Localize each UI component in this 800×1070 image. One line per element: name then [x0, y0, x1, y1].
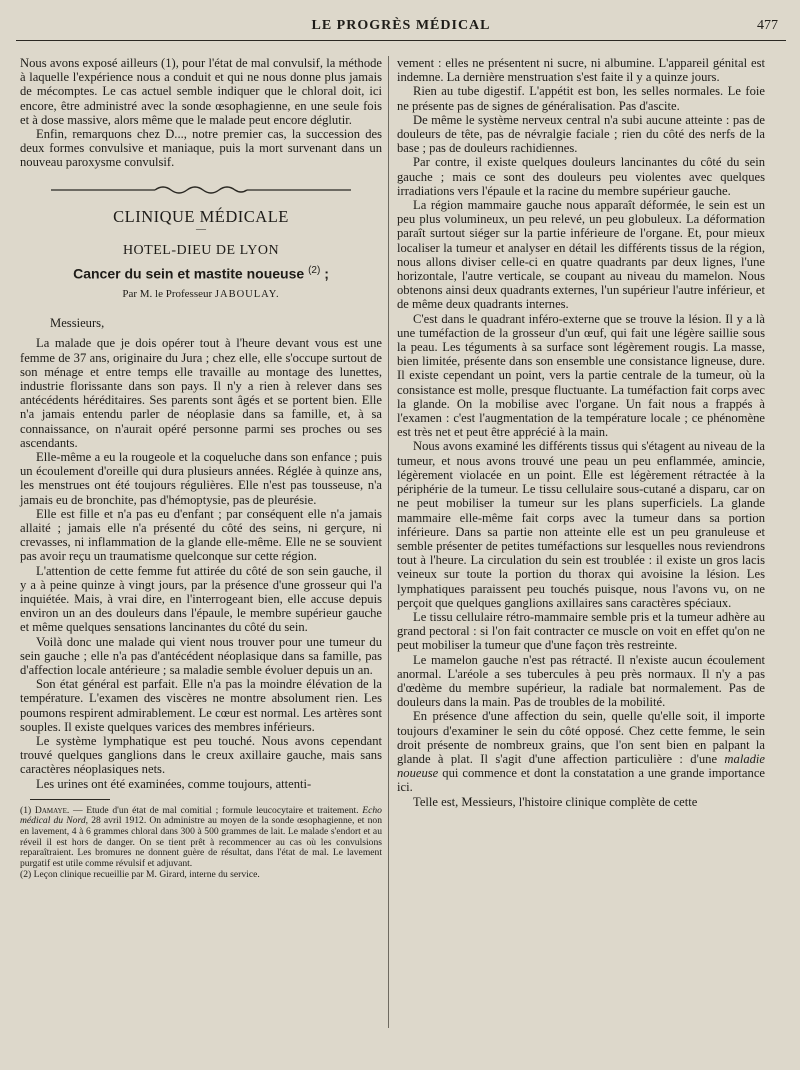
article-title-suffix: ;: [324, 265, 329, 282]
footnote-text: 28 avril 1912. On administre au moyen de la sonde œsophagienne, et non en lavement, 4 à 6 grammes chloral dans 300 à 500 grammes de lait. Le malade s'endort et au réveil il est hors de danger. On se tient prêt à recommencer au cas où les convulsions reparaîtraient. Les bromures ne donnent guère de résultat, dans l'état de mal. Le lavement purgatif est utile comme révulsif et adjuvant.: [20, 815, 383, 869]
body-paragraph: Les urines ont été examinées, comme toujours, attenti-: [36, 776, 312, 791]
running-header: [16, 14, 786, 41]
body-paragraph: Le mamelon gauche n'est pas rétracté. Il n'existe aucun écoulement anormal. L'aréole a ses tubercules à peu près normaux. Il n'y a pas d'œdème du membre supérieur, la radiale bat normalement. Pas de douleurs dans la main. Pas de troubles de la mobilité.: [397, 652, 765, 710]
body-paragraph: Elle-même a eu la rougeole et la coqueluche dans son enfance ; puis un écoulement d'oreille qui dura plusieurs années. Réglée à quinze ans, les menstrues ont été toujours régulières. Elle n'est pas tousseuse, n'a jamais eu de bronchite, pas d'hémoptysie, pas de pleurésie.: [20, 449, 382, 507]
intro-paragraph: Enfin, remarquons chez D..., notre premier cas, la succession des deux formes convulsive et maniaque, puis la mort survenant dans un nouveau paroxysme convulsif.: [20, 127, 382, 170]
body-paragraph: [397, 709, 765, 794]
footnote-marker: (2): [20, 869, 32, 881]
left-column: [20, 56, 382, 1028]
title-dash: —: [196, 223, 206, 235]
emphasized-term: maladie noueuse: [397, 751, 765, 781]
byline-author: JABOULAY.: [214, 288, 280, 300]
body-paragraph: C'est dans le quadrant inféro-externe que se trouve la lésion. Il y a là une tuméfaction de la grosseur d'un œuf, qui fait une légère saillie sous la peau. Les téguments à sa surface sont légèrement rougis. La masse, bien limitée, présente dans son ensemble une consistance ligneuse, dure. Il existe cependant un point, vers la partie centrale de la tumeur, où la consistance est molle, presque fluctuante. La tuméfaction fait corps avec la glande. On la mobilise avec l'organe. Un fait nous a frappés à l'examen : c'est l'augmentation de la température locale ; ce phénomène est très net et peut être apprécié à la main.: [397, 311, 765, 440]
footnote-ref: (2): [308, 265, 321, 277]
ornamental-separator: [20, 180, 382, 204]
page-number: 477: [757, 18, 778, 33]
intro-paragraph: Nous avons exposé ailleurs (1), pour l'état de mal convulsif, la méthode à laquelle l'expérience nous a conduit et qui ne nous donne plus jamais de mécomptes. Le cas actuel semble indiquer que le chloral doit, ici encore, être administré avec la sonde œsophagienne, en une seule fois et à dose massive, alors même que le malade peut encore déglutir.: [20, 56, 382, 127]
footnote-text: Leçon clinique recueillie par M. Girard, interne du service.: [33, 869, 260, 881]
body-paragraph: Par contre, il existe quelques douleurs lancinantes du côté du sein gauche ; mais ce sont des douleurs peu violentes avec quelques irradiations vers l'épaule et la racine du membre supérieur gauche.: [397, 155, 765, 198]
footnote-text: — Etude d'un état de mal comitial ; formule leucocytaire et traitement.: [72, 804, 359, 816]
footnote-marker: (1): [20, 804, 32, 816]
footnote-author: Damaye.: [34, 804, 70, 816]
paragraph-text: qui commence et dont la constatation a une grande importance ici.: [397, 766, 765, 795]
body-paragraph: La malade que je dois opérer tout à l'heure devant vous est une femme de 37 ans, originaire du Jura ; chez elle, elle s'occupe surtout de son ménage et entre temps elle travaille au montage des lunettes, industrie florissante dans son pays. Il n'y a rien à relever dans ses antécédents héréditaires. Ses parents sont âgés et se portent bien. Elle n'a jamais entendu parler de néoplasie dans sa famille, et, à sa connaissance, on n'aurait opéré personne parmi ses proches ou ses ascendants.: [20, 336, 382, 450]
continuation-paragraph: vement : elles ne présentent ni sucre, ni albumine. L'appareil génital est indemne. La dernière menstruation s'est faite il y a quinze jours.: [397, 56, 765, 85]
journal-title: LE PROGRÈS MÉDICAL: [311, 18, 491, 33]
body-paragraph: La région mammaire gauche nous apparaît déformée, le sein est un peu plus volumineux, un peu relevé, un peu globuleux. La déformation paraît surtout siéger sur la partie inférieure de l'organe. Et, pour mieux localiser la tumeur et analyser en détail les différents tissus de la région, nous allons diviser celle-ci en quatre quadrants par deux lignes, l'une horizontale, l'autre verticale, se coupant au niveau du mamelon. Nous obtenons ainsi deux quadrants externes, l'un supérieur l'autre inférieur, et de même deux quadrants internes.: [397, 198, 765, 312]
hospital-name: HOTEL-DIEU DE LYON: [122, 242, 280, 258]
footnote-1: [20, 806, 382, 870]
body-paragraph: De même le système nerveux central n'a subi aucune atteinte : pas de douleurs de tête, pas de névralgie faciale ; rien du côté des nerfs de la base ; pas de douleurs rachidiennes.: [397, 112, 765, 156]
footnotes: [20, 806, 382, 881]
footnote-journal: Echo médical du Nord,: [20, 804, 382, 827]
salutation: Messieurs,: [50, 316, 105, 331]
body-paragraph: Elle est fille et n'a pas eu d'enfant ; par conséquent elle n'a jamais allaité ; jamais elle n'a présenté du côté des seins, ni gerçure, ni crevasses, ni inflammation de la glande elle-même. Elle ne se souvient pas avoir reçu un traumatisme quelconque sur cette région.: [20, 506, 382, 564]
body-paragraph: Le tissu cellulaire rétro-mammaire semble pris et la tumeur adhère au grand pectoral : si l'on fait contracter ce muscle on voit en effet qu'on ne peut mobiliser la tumeur que d'une façon très restreinte.: [397, 609, 765, 653]
paragraph-text: En présence d'une affection du sein, quelle qu'elle soit, il importe toujours d'examiner le sein du côté opposé. Chez cette femme, le sein droit présente de nombreux grains, que l'on sent bien en palpant la glande à plat. Il s'agit d'une affection particulière : d'une: [397, 709, 765, 766]
byline: [20, 287, 382, 302]
section-title: CLINIQUE MÉDICALE: [113, 206, 289, 226]
article-title: [20, 264, 382, 281]
right-column: [397, 56, 765, 1028]
body-paragraph: L'attention de cette femme fut attirée du côté de son sein gauche, il y a à peine quinze à vingt jours, par la présence d'une grosseur qui l'a inquiétée. Mais, à vrai dire, en l'interrogeant bien, elle accuse depuis environ un an des douleurs dans l'épaule, le membre supérieur gauche et même quelques sensations lancinantes du côté du sein.: [20, 563, 382, 635]
body-paragraph: Rien au tube digestif. L'appétit est bon, les selles normales. Le foie ne présente pas de signes de généralisation. Pas d'ascite.: [397, 84, 765, 113]
article-title-text: Cancer du sein et mastite noueuse: [73, 265, 305, 282]
footnote-rule: [30, 799, 110, 800]
byline-prefix: Par M. le Professeur: [122, 287, 213, 300]
footnote-2: [20, 870, 382, 881]
body-paragraph: Nous avons examiné les différents tissus qui s'étagent au niveau de la tumeur, et nous avons trouvé une peau un peu enflammée, amincie, légèrement violacée en un point. Elle est légèrement rétractée à la périphérie de la tumeur. Le tissu cellulaire sous-cutané a disparu, car on ne peut mobiliser la tumeur sur les plans superficiels. La glande mammaire elle-même fait corps avec la tumeur dans sa portion inférieure. Dans sa partie non atteinte elle est un peu granuleuse et semble présenter de petites tuméfactions sur lesquelles nous reviendrons tout à l'heure. La circulation du sein est troublée : il existe un gros lacis veineux sur toute la portion du thorax qui avoisine la lésion. Les lymphatiques paraissent peu touchés puisque, nous l'avons vu, on ne perçoit que quelques ganglions axillaires sans caractères spéciaux.: [397, 439, 765, 610]
column-divider: [388, 56, 389, 1028]
body-paragraph: Le système lymphatique est peu touché. Nous avons cependant trouvé quelques ganglions dans le creux axillaire gauche, mais sans caractères néoplasiques nets.: [20, 733, 382, 777]
closing-line: Telle est, Messieurs, l'histoire clinique complète de cette: [413, 794, 698, 809]
body-paragraph: Voilà donc une malade qui vient nous trouver pour une tumeur du sein gauche ; elle n'a pas d'antécédent néoplasique dans sa famille, pas d'affection locale antérieure ; sa maladie semble évoluer depuis un an.: [20, 634, 382, 677]
body-paragraph: Son état général est parfait. Elle n'a pas la moindre élévation de la température. L'examen des viscères ne montre absolument rien. Les poumons respirent admirablement. Le cœur est normal. Les artères sont souples. Il existe quelques varices des membres inférieurs.: [20, 677, 382, 734]
